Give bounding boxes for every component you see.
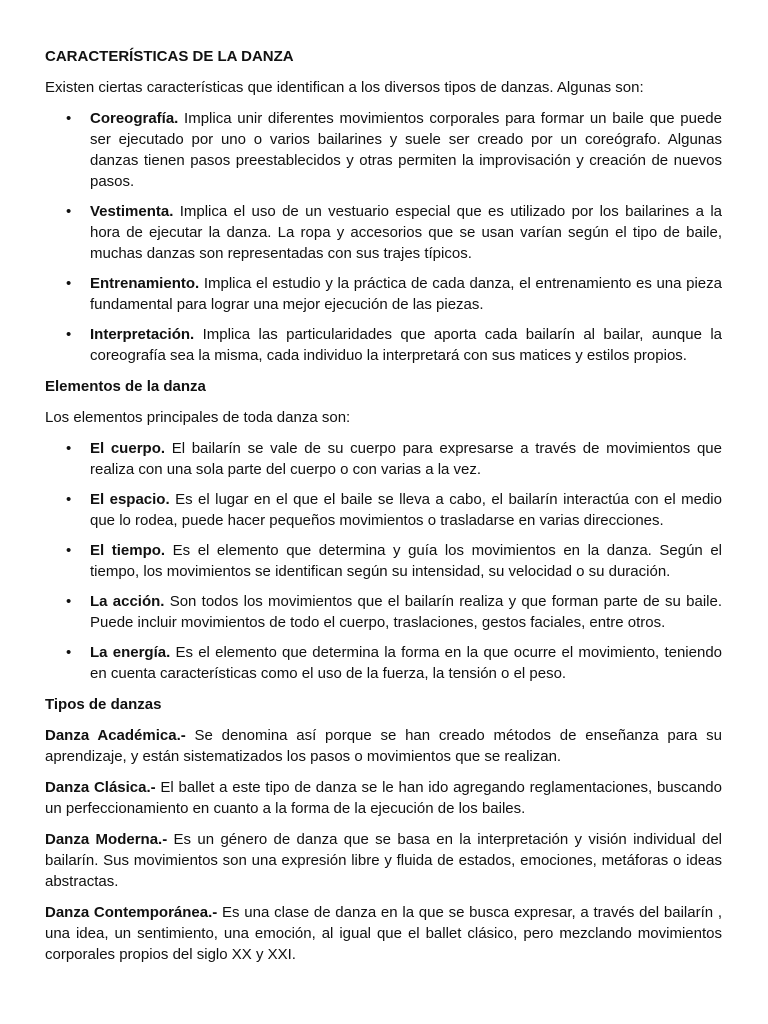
item-text: Es el elemento que determina y guía los movimientos en la danza. Según el tiempo, los movimientos se identifican según su intensidad, su velocidad o su duración. [90, 542, 722, 580]
item-term: El tiempo. [90, 542, 166, 559]
type-term: Danza Contemporánea.- [45, 904, 218, 921]
item-text: Son todos los movimientos que el bailarín realiza y que forman parte de su baile. Puede incluir movimientos de todo el cuerpo, traslaciones, gestos faciales, entre otros. [90, 593, 722, 631]
list-item [90, 540, 722, 582]
item-text: Es el elemento que determina la forma en la que ocurre el movimiento, teniendo en cuenta características como el uso de la fuerza, la tensión o el peso. [90, 644, 723, 682]
type-paragraph [45, 725, 722, 767]
list-item [90, 438, 722, 480]
item-text: Implica el estudio y la práctica de cada danza, el entrenamiento es una pieza fundamental para lograr una mejor ejecución de las piezas. [90, 275, 722, 313]
types-heading: Tipos de danzas [45, 696, 162, 713]
list-item [90, 201, 722, 264]
type-paragraph [45, 829, 722, 892]
type-term: Danza Moderna.- [45, 831, 168, 848]
list-item [90, 273, 722, 315]
item-term: La energía. [90, 644, 171, 661]
item-term: El espacio. [90, 491, 170, 508]
item-text: Es el lugar en el que el baile se lleva a cabo, el bailarín interactúa con el medio que lo rodea, puede hacer pequeños movimientos o trasladarse en varias direcciones. [90, 491, 722, 529]
item-term: Interpretación. [90, 326, 195, 343]
list-item [90, 489, 722, 531]
item-text: Implica el uso de un vestuario especial que es utilizado por los bailarines a la hora de ejecutar la danza. La ropa y accesorios que se usan varían según el tipo de baile, muchas danzas son representadas con sus trajes típicos. [90, 203, 722, 262]
type-term: Danza Clásica.- [45, 779, 156, 796]
elements-intro: Los elementos principales de toda danza son: [45, 409, 351, 426]
item-term: Coreografía. [90, 110, 179, 127]
item-term: La acción. [90, 593, 165, 610]
elements-heading: Elementos de la danza [45, 378, 206, 395]
item-term: Entrenamiento. [90, 275, 200, 292]
elements-list [45, 438, 722, 684]
type-paragraph [45, 777, 722, 819]
type-text: El ballet a este tipo de danza se le han ido agregando reglamentaciones, buscando un perfeccionamiento en cuanto a la forma de la ejecución de los bailes. [45, 779, 722, 817]
type-text: Es un género de danza que se basa en la interpretación y visión individual del bailarín. Sus movimientos son una expresión libre y fluida de estados, emociones, metáforas o ideas abstractas. [45, 831, 722, 890]
type-text: Se denomina así porque se han creado métodos de enseñanza para su aprendizaje, y están sistematizados los pasos o movimientos que se realizan. [45, 727, 722, 765]
item-text: Implica las particularidades que aporta cada bailarín al bailar, aunque la coreografía sea la misma, cada individuo la interpretará con sus matices y estilos propios. [90, 326, 722, 364]
type-term: Danza Académica.- [45, 727, 186, 744]
item-text: Implica unir diferentes movimientos corporales para formar un baile que puede ser ejecutado por uno o varios bailarines y suele ser creado por un coreógrafo. Algunas danzas tienen pasos preestablecidos y otras permiten la improvisación y creación de nuevos pasos. [90, 110, 722, 190]
document-title: CARACTERÍSTICAS DE LA DANZA [45, 48, 294, 65]
item-term: El cuerpo. [90, 440, 166, 457]
intro-paragraph: Existen ciertas características que identifican a los diversos tipos de danzas. Algunas son: [45, 79, 644, 96]
list-item [90, 324, 722, 366]
type-paragraph [45, 902, 722, 965]
item-term: Vestimenta. [90, 203, 174, 220]
list-item [90, 642, 722, 684]
list-item [90, 591, 722, 633]
characteristics-list [45, 108, 722, 366]
type-text: Es una clase de danza en la que se busca expresar, a través del bailarín , una idea, un sentimiento, una emoción, al igual que el ballet clásico, pero mezclando movimientos corporales propios del siglo XX y XXI. [45, 904, 723, 963]
list-item [90, 108, 722, 192]
item-text: El bailarín se vale de su cuerpo para expresarse a través de movimientos que realiza con una sola parte del cuerpo o con varias a la vez. [90, 440, 722, 478]
